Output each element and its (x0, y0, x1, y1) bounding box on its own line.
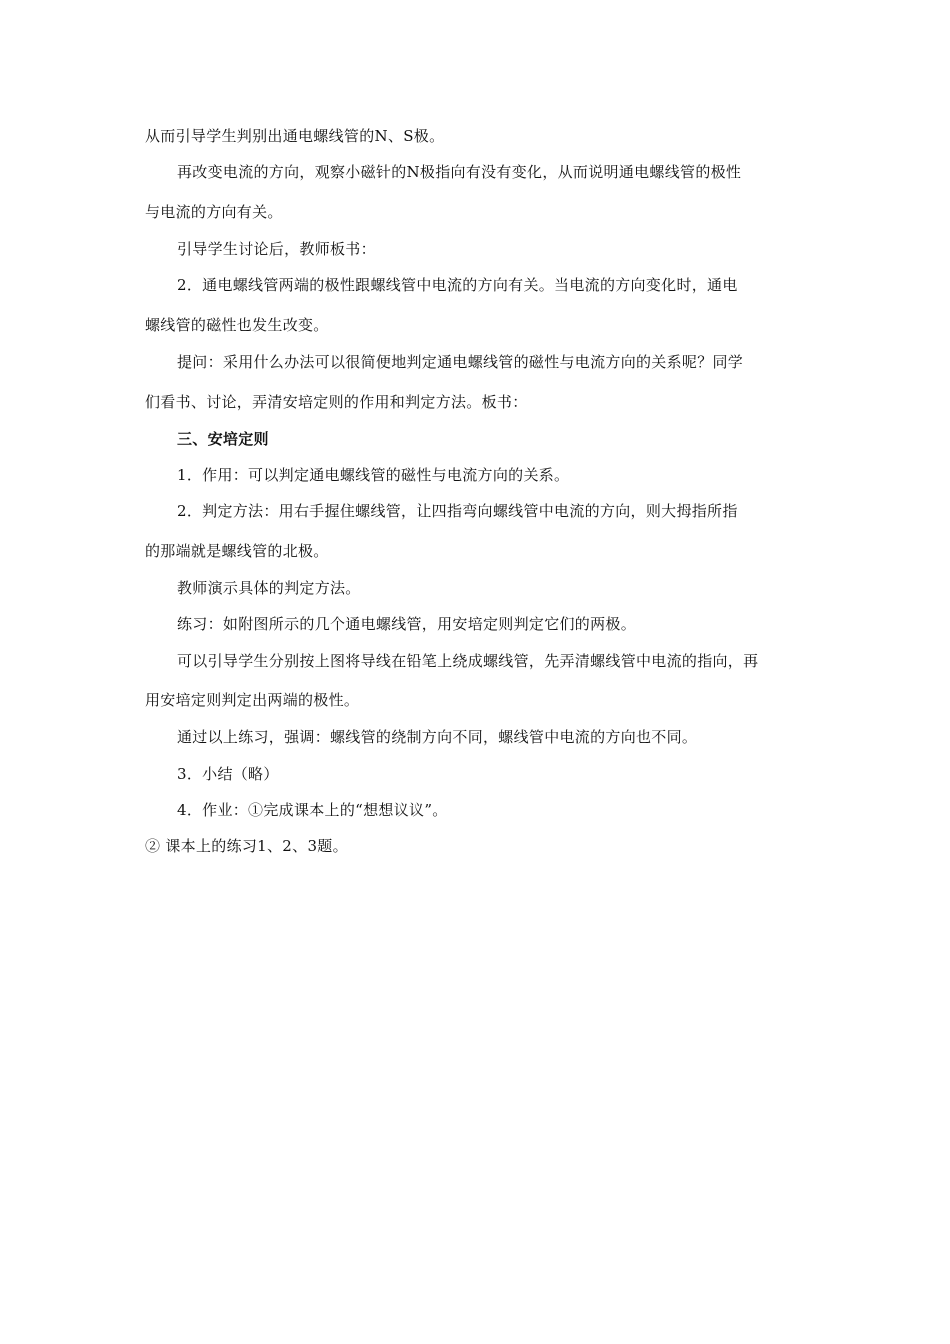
paragraph-line: 3．小结（略） (177, 765, 279, 783)
paragraph-line: 从而引导学生判别出通电螺线管的N、S极。 (145, 127, 445, 145)
paragraph-line: 螺线管的磁性也发生改变。 (145, 316, 329, 334)
paragraph-line: 4．作业：①完成课本上的“想想议议”。 (177, 801, 448, 819)
paragraph-line: 2．通电螺线管两端的极性跟螺线管中电流的方向有关。当电流的方向变化时，通电 (177, 276, 738, 294)
section-heading: 三、安培定则 (177, 430, 269, 448)
paragraph-line: 的那端就是螺线管的北极。 (145, 542, 329, 560)
paragraph-line: 提问：采用什么办法可以很简便地判定通电螺线管的磁性与电流方向的关系呢？同学 (177, 353, 744, 371)
paragraph-line: 用安培定则判定出两端的极性。 (145, 691, 360, 709)
paragraph-line: 再改变电流的方向，观察小磁针的N极指向有没有变化，从而说明通电螺线管的极性 (177, 163, 742, 181)
paragraph-line: 们看书、讨论，弄清安培定则的作用和判定方法。板书： (145, 393, 528, 411)
paragraph-line: 通过以上练习，强调：螺线管的绕制方向不同，螺线管中电流的方向也不同。 (177, 728, 698, 746)
paragraph-line: ② 课本上的练习1、2、3题。 (145, 837, 348, 855)
paragraph-line: 练习：如附图所示的几个通电螺线管，用安培定则判定它们的两极。 (177, 615, 637, 633)
paragraph-line: 1．作用：可以判定通电螺线管的磁性与电流方向的关系。 (177, 466, 570, 484)
paragraph-line: 引导学生讨论后，教师板书： (177, 240, 376, 258)
paragraph-line: 教师演示具体的判定方法。 (177, 579, 361, 597)
paragraph-line: 2．判定方法：用右手握住螺线管，让四指弯向螺线管中电流的方向，则大拇指所指 (177, 502, 738, 520)
paragraph-line: 可以引导学生分别按上图将导线在铅笔上绕成螺线管，先弄清螺线管中电流的指向，再 (177, 652, 759, 670)
paragraph-line: 与电流的方向有关。 (145, 203, 283, 221)
